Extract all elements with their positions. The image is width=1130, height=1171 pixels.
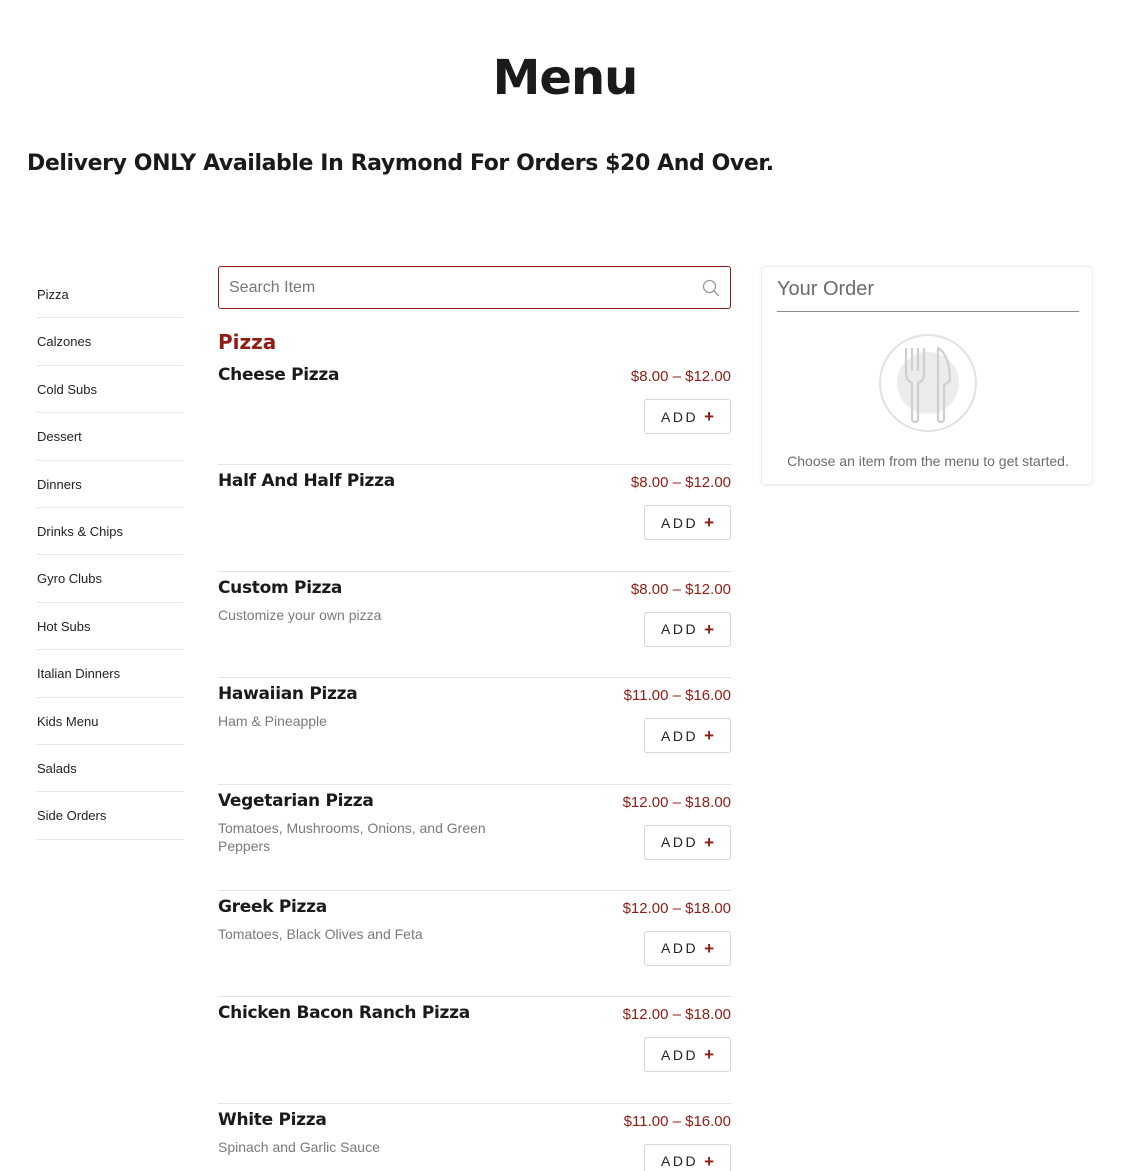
item-price: $11.00 – $16.00 — [623, 1112, 731, 1130]
item-description: Tomatoes, Mushrooms, Onions, and Green Peppers — [218, 819, 486, 854]
item-name[interactable]: Hawaiian Pizza — [218, 684, 358, 705]
menu-main — [218, 266, 731, 1171]
item-name[interactable]: White Pizza — [218, 1109, 327, 1130]
order-empty-message: Choose an item from the menu to get started. — [787, 453, 1069, 469]
search-input[interactable] — [219, 267, 730, 308]
cutlery-icon — [878, 333, 978, 433]
item-name[interactable]: Half And Half Pizza — [218, 471, 395, 492]
plus-icon: + — [704, 1045, 714, 1065]
item-name[interactable]: Chicken Bacon Ranch Pizza — [218, 1003, 470, 1024]
item-price: $8.00 – $12.00 — [630, 474, 731, 492]
order-panel — [761, 266, 1093, 485]
plus-icon: + — [704, 407, 714, 426]
add-label: ADD — [661, 1153, 699, 1170]
menu-item — [218, 1104, 731, 1171]
page-title: Menu — [492, 50, 638, 106]
category-sidebar — [37, 271, 183, 840]
sidebar-item-gyro-clubs[interactable]: Gyro Clubs — [37, 555, 183, 602]
category-title: Pizza — [218, 330, 277, 354]
item-price: $12.00 – $18.00 — [622, 1006, 731, 1024]
menu-item — [218, 572, 731, 678]
item-name[interactable]: Cheese Pizza — [218, 365, 340, 385]
sidebar-item-side-orders[interactable]: Side Orders — [37, 792, 183, 839]
sidebar-item-pizza[interactable]: Pizza — [37, 271, 183, 318]
item-price: $8.00 – $12.00 — [630, 368, 731, 385]
plus-icon: + — [704, 513, 714, 533]
search-box — [218, 266, 731, 309]
plus-icon: + — [704, 1151, 714, 1171]
add-button[interactable] — [644, 1144, 731, 1171]
add-button[interactable] — [644, 505, 731, 540]
plus-icon: + — [704, 726, 714, 746]
sidebar-item-drinks-chips[interactable]: Drinks & Chips — [37, 508, 183, 555]
menu-item — [218, 465, 731, 571]
add-label: ADD — [661, 727, 699, 744]
add-button[interactable] — [644, 931, 731, 966]
plus-icon: + — [704, 938, 714, 958]
item-description: Spinach and Garlic Sauce — [218, 1138, 380, 1155]
add-button[interactable] — [644, 612, 731, 647]
sidebar-item-salads[interactable]: Salads — [37, 745, 183, 792]
order-title: Your Order — [777, 277, 1079, 312]
item-price: $12.00 – $18.00 — [622, 899, 731, 917]
sidebar-item-cold-subs[interactable]: Cold Subs — [37, 366, 183, 413]
menu-item — [218, 678, 731, 784]
sidebar-item-italian-dinners[interactable]: Italian Dinners — [37, 650, 183, 697]
search-icon[interactable] — [702, 279, 720, 297]
add-label: ADD — [661, 940, 699, 957]
menu-item — [218, 359, 731, 465]
item-description: Customize your own pizza — [218, 606, 382, 623]
menu-item — [218, 891, 731, 997]
add-button[interactable] — [644, 825, 731, 860]
add-button[interactable] — [644, 1037, 731, 1072]
add-label: ADD — [661, 834, 699, 851]
add-label: ADD — [661, 621, 699, 638]
add-button[interactable] — [644, 718, 731, 753]
item-name[interactable]: Custom Pizza — [218, 577, 343, 598]
delivery-notice: Delivery ONLY Available In Raymond For Orders $20 And Over. — [27, 151, 774, 176]
sidebar-item-dessert[interactable]: Dessert — [37, 413, 183, 460]
plus-icon: + — [704, 832, 714, 852]
sidebar-item-calzones[interactable]: Calzones — [37, 318, 183, 365]
item-name[interactable]: Greek Pizza — [218, 896, 327, 917]
add-label: ADD — [661, 514, 699, 531]
item-description: Ham & Pineapple — [218, 713, 327, 730]
plus-icon: + — [704, 619, 714, 639]
menu-item — [218, 785, 731, 891]
add-label: ADD — [661, 1046, 699, 1063]
item-price: $11.00 – $16.00 — [623, 687, 731, 705]
item-price: $12.00 – $18.00 — [622, 793, 731, 811]
sidebar-item-dinners[interactable]: Dinners — [37, 461, 183, 508]
menu-item — [218, 997, 731, 1103]
sidebar-item-hot-subs[interactable]: Hot Subs — [37, 603, 183, 650]
menu-item-list — [218, 359, 731, 1171]
item-price: $8.00 – $12.00 — [630, 580, 731, 598]
add-label: ADD — [661, 408, 699, 425]
add-button[interactable] — [644, 399, 731, 434]
item-name[interactable]: Vegetarian Pizza — [218, 790, 374, 811]
item-description: Tomatoes, Black Olives and Feta — [218, 925, 423, 942]
sidebar-item-kids-menu[interactable]: Kids Menu — [37, 698, 183, 745]
